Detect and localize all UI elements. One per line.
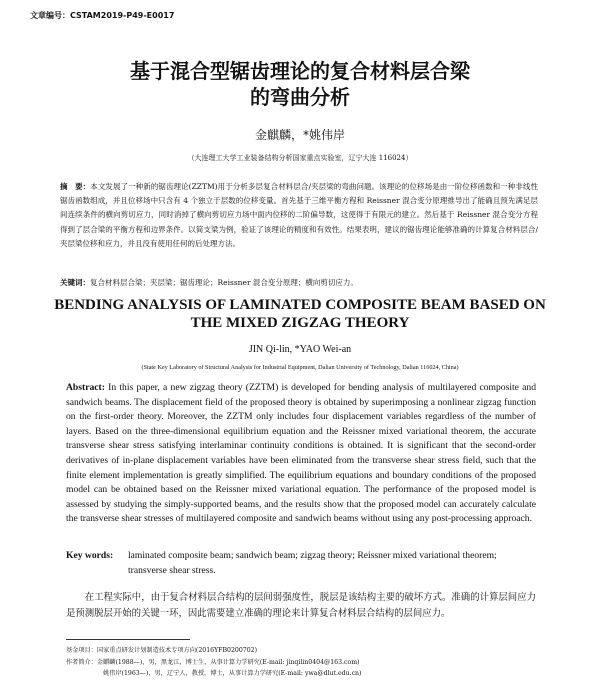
chinese-title <box>0 58 600 110</box>
english-abstract-text: In this paper, a new zigzag theory (ZZTM) is developed for bending analysis of multilayered composite and sandwich beams. The displacement field of the proposed theory is obtained by superimposing a nonlinear zigzag function on the first-order theory. Moreover, the ZZTM only includes four displacement variables regardless of the number of layers. Based on the three-dimensional equilibrium equation and the Reissner mixed variational theorem, the accurate transverse shear stress satisfying interlaminar continuity conditions is obtained. It is significant that the second-order derivatives of in-plane displacement variables have been eliminated from the transverse shear stress field, such that the finite element implementation is greatly simplified. The equilibrium equations and boundary conditions of the proposed model can be obtained based on the Reissner mixed variational equation. The performance of the proposed model is assessed by studying the simply-supported beams, and the results show that the proposed model can accurately calculate the transverse shear stresses of multilayered composite and sandwich beams without using any post-processing approach. <box>66 382 537 525</box>
english-abstract <box>66 381 536 527</box>
footnote-fund: 基金项目：国家重点研发计划制造技术专项方向(2016YFB0200702) <box>66 647 257 654</box>
chinese-title-line2: 的弯曲分析 <box>250 85 350 109</box>
english-authors: JIN Qi-lin, *YAO Wei-an <box>248 344 352 355</box>
chinese-abstract <box>60 180 538 251</box>
english-title <box>0 296 600 332</box>
chinese-abstract-text: 本文发展了一种新的锯齿理论(ZZTM)用于分析多层复合材料层合/夹层梁的弯曲问题。该理论的位移场是由一阶位移函数和一种非线性锯齿函数组成，并且位移场中只含有 4 个独立于层数的位移变量。首先基于三维平衡方程和 Reissner 混合变分原理推导出了能确且预先满足层间连续条件的横向剪切应力，同时消掉了横向剪切应力场中面内位移的二阶偏导数，这使得于有限元的建立。然后基于 Reissner 混合变分方程得到了层合梁的平衡方程和边界条件。以简支梁为例，验证了该理论的精度和有效性。结果表明，建议的锯齿理论能够准确的计算复合材料层合/夹层梁位移和应力，并且没有使用任何的后处理方法。 <box>60 182 539 248</box>
english-title-line2: THE MIXED ZIGZAG THEORY <box>190 315 410 331</box>
footnote-divider <box>66 639 190 640</box>
article-number: 文章编号：CSTAM2019-P49-E0017 <box>30 11 175 20</box>
chinese-keywords-label: 关键词： <box>60 278 90 287</box>
footnotes <box>66 645 546 680</box>
english-title-line1: BENDING ANALYSIS OF LAMINATED COMPOSITE BEAM BASED ON <box>54 297 546 313</box>
chinese-keywords-text: 复合材料层合梁；夹层梁；锯齿理论；Reissner 混合变分原理；横向剪切应力。 <box>90 278 358 287</box>
footnote-author2: 姚伟岸(1963—)，男，辽宁人，教授，博士，从事计算力学研究(E-mail: ywa@dlut.edu.cn) <box>103 670 362 677</box>
english-keywords-label: Key words: <box>66 550 114 561</box>
english-abstract-label: Abstract: <box>66 382 105 393</box>
english-keywords <box>66 549 536 576</box>
english-affiliation: (State Key Laboratory of Structural Analysis for Industrial Equipment, Dalian University of Technology, Dalian 116024, China) <box>141 364 459 371</box>
chinese-abstract-label: 摘 要： <box>60 182 91 191</box>
english-keywords-text: laminated composite beam; sandwich beam; zigzag theory; Reissner mixed variational theorem; transverse shear stress. <box>128 550 497 576</box>
footnote-author1: 作者简介：金麒麟(1988—)，男，黑龙江，博士生，从事计算力学研究(E-mail: jinqilin0404@163.com) <box>66 658 360 666</box>
chinese-affiliation: （大连理工大学工业装备结构分析国家重点实验室，辽宁大连 116024） <box>187 154 413 162</box>
chinese-title-line1: 基于混合型锯齿理论的复合材料层合梁 <box>130 59 470 83</box>
chinese-keywords <box>60 277 538 288</box>
chinese-authors: 金麒麟，*姚伟岸 <box>254 128 345 142</box>
introduction-paragraph: 在工程实际中，由于复合材料层合结构的层间弱强度性，脱层是该结构主要的破坏方式。准确的计算层间应力是预测脱层开始的关键一环，因此需要建立准确的理论来计算复合材料层合结构的层间应力。 <box>66 592 536 619</box>
